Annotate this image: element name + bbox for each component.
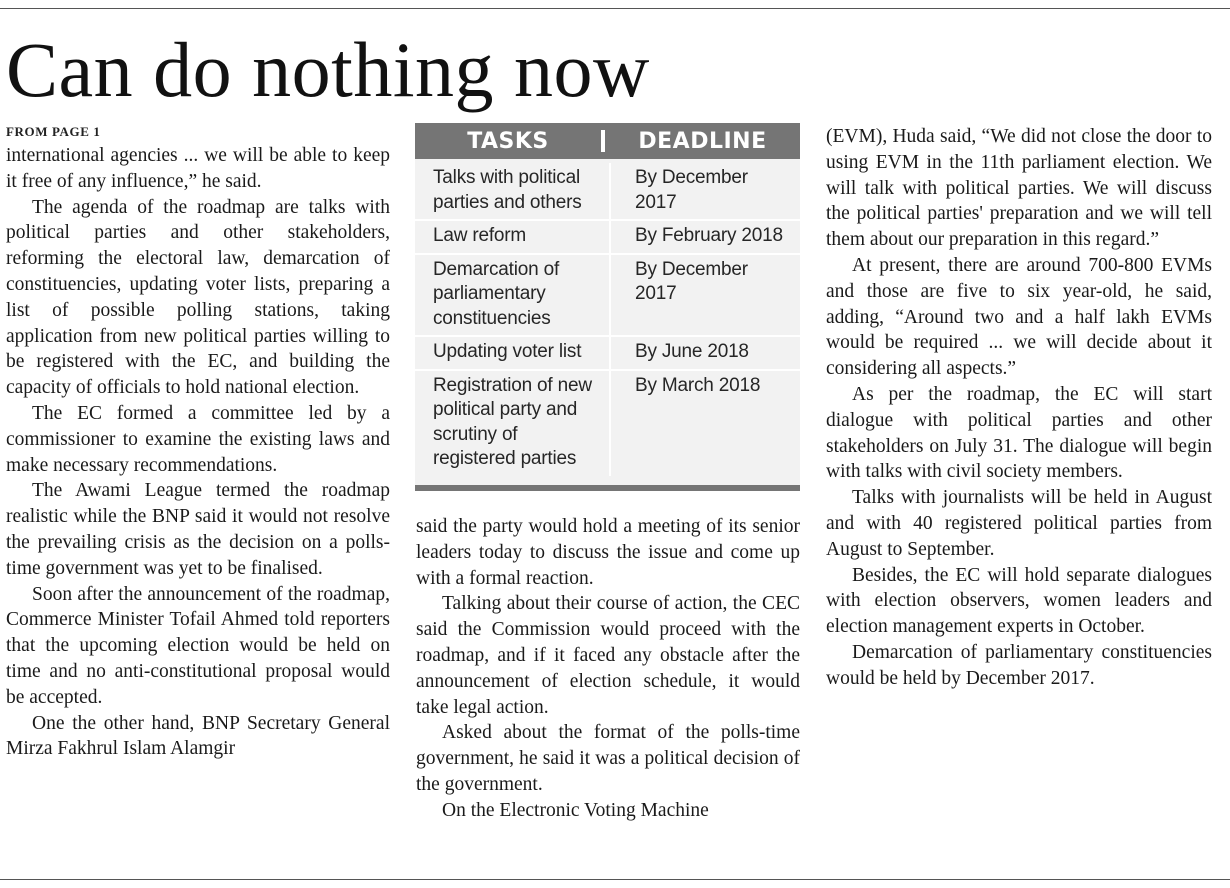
deadline-cell: By June 2018 [635,341,749,362]
dateline: FROM PAGE 1 [6,124,101,139]
deadline-cell: By February 2018 [635,225,783,246]
table-row [415,337,800,371]
headline: Can do nothing now [6,26,650,113]
paragraph: At present, there are around 700-800 EVMs and those are five to six year-old, he said, adding, “Around two and a half lakh EVMs would be required ... we will decide about it considering all aspects.” [826,254,1212,380]
task-cell: Law reform [415,221,611,253]
paragraph: As per the roadmap, the EC will start dialogue with political parties and other stakeholders on July 31. The dialogue will begin with talks with civil society members. [826,383,1212,483]
task-cell: Updating voter list [415,337,611,369]
right-column [826,124,1212,692]
paragraph: The agenda of the roadmap are talks with political parties and other stakeholders, reforming the electoral law, demarcation of constituencies, updating voter lists, preparing a list of possible polling stations, taking application from new political parties willing to be registered with the EC, and building the capacity of officials to hold national election. [6,196,390,399]
tasks-header: TASKS [467,128,549,154]
table-row [415,255,800,338]
paragraph: Besides, the EC will hold separate dialogues with election observers, women leaders and election management experts in October. [826,564,1212,638]
deadline-cell: By December 2017 [635,167,748,213]
task-cell: Demarcation of parliamentary constituencies [415,255,611,336]
table-row [415,163,800,221]
deadline-cell: By December 2017 [635,258,748,304]
paragraph: Soon after the announcement of the roadmap, Commerce Minister Tofail Ahmed told reporters that the upcoming election would be held on time and no anti-constitutional proposal would be accepted. [6,583,390,708]
paragraph: Asked about the format of the polls-time government, he said it was a political decision of the government. [416,722,800,795]
paragraph: said the party would hold a meeting of its senior leaders today to discuss the issue and come up with a formal reaction. [416,516,800,589]
paragraph: Talks with journalists will be held in August and with 40 registered political parties from August to September. [826,487,1212,560]
tasks-deadline-table [415,123,800,491]
paragraph: One the other hand, BNP Secretary General Mirza Fakhrul Islam Alamgir [6,712,390,760]
table-row [415,371,800,476]
table-bottom-bar [415,485,800,491]
paragraph: international agencies ... we will be able to keep it free of any influence,” he said. [6,145,390,192]
paragraph: On the Electronic Voting Machine [442,799,709,821]
table-body [415,159,800,476]
table-row [415,221,800,255]
bottom-rule [0,879,1230,880]
middle-column [416,514,800,824]
task-cell: Registration of new political party and scrutiny of registered parties [415,371,611,476]
paragraph: Talking about their course of action, the CEC said the Commission would proceed with the roadmap, and if it faced any obstacle after the announcement of election schedule, it would take legal action. [416,593,800,718]
table-header [415,123,800,159]
left-column [6,124,390,762]
task-cell: Talks with political parties and others [415,163,611,219]
paragraph: (EVM), Huda said, “We did not close the door to using EVM in the 11th parliament election. We will talk with political parties. We will discuss the political parties' preparation and we will tell them about our preparation in this regard.” [826,126,1212,251]
paragraph: Demarcation of parliamentary constituencies would be held by December 2017. [826,641,1212,689]
deadline-header: DEADLINE [638,128,767,154]
paragraph: The Awami League termed the roadmap realistic while the BNP said it would not resolve the prevailing crisis as the decision on a polls-time government was yet to be finalised. [6,480,390,579]
deadline-cell: By March 2018 [635,374,761,396]
paragraph: The EC formed a committee led by a commissioner to examine the existing laws and make necessary recommendations. [6,402,390,476]
top-rule [0,8,1230,9]
